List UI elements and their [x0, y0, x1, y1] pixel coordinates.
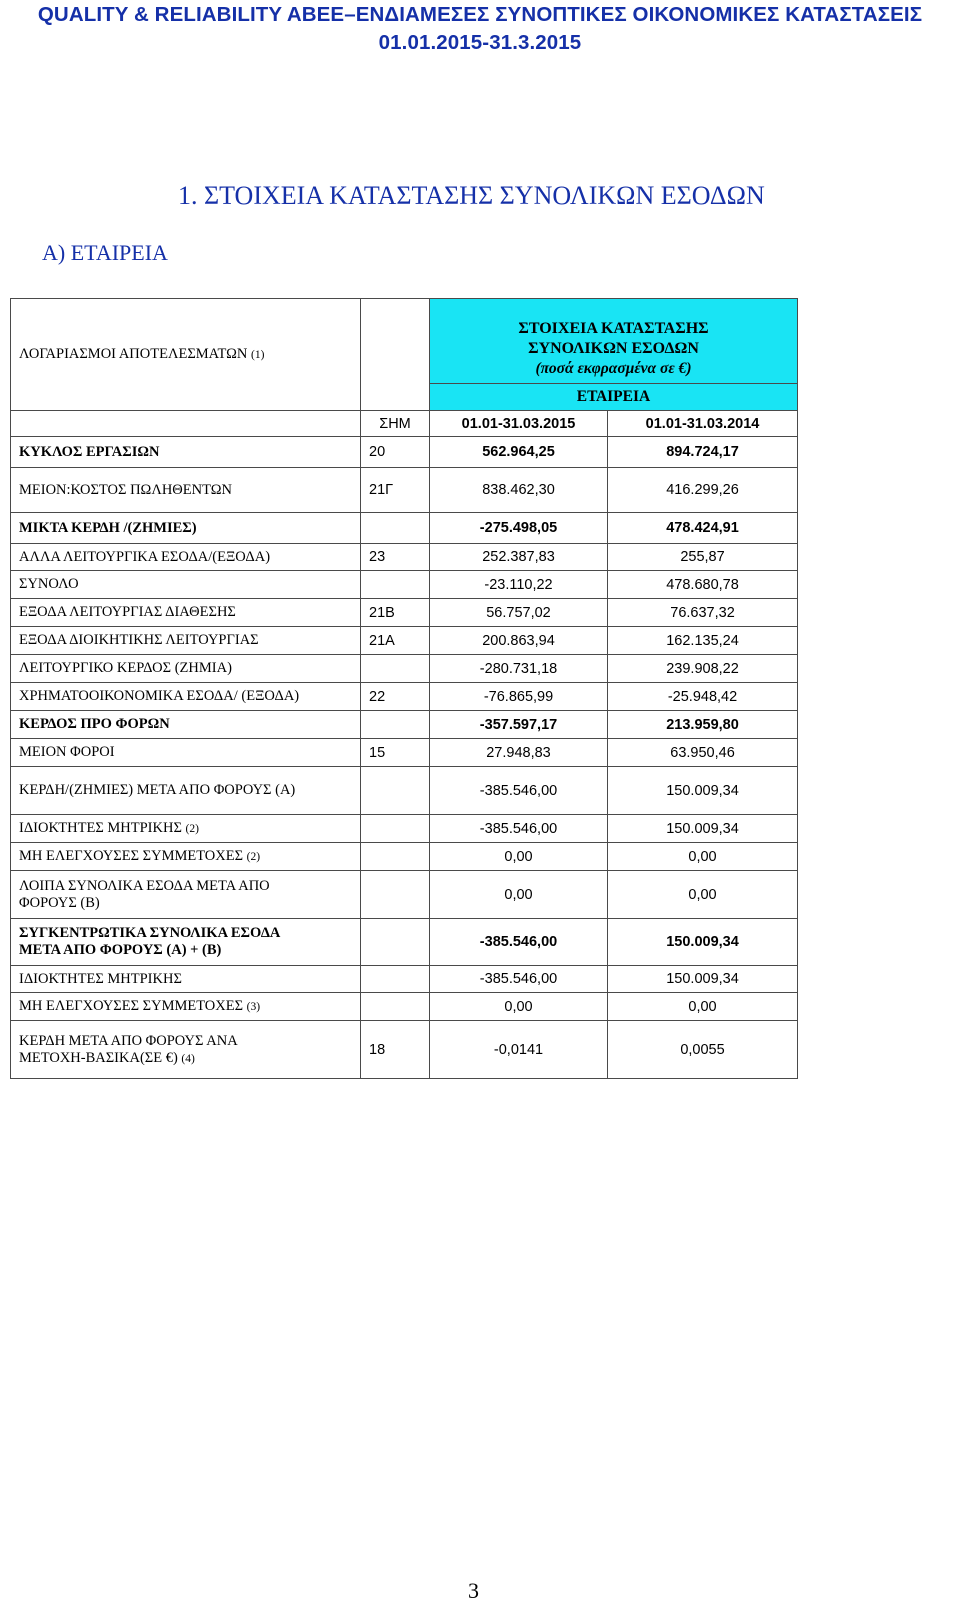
- row-value-2015: -357.597,17: [430, 711, 608, 739]
- row-label-cell: [11, 843, 361, 871]
- table-row: [11, 739, 798, 767]
- row-value-2014: 76.637,32: [608, 599, 798, 627]
- income-statement-table: [10, 298, 798, 1079]
- row-value-2014: 0,00: [608, 993, 798, 1021]
- row-note: 18: [361, 1021, 430, 1079]
- table-row: [11, 993, 798, 1021]
- row-label: ΙΔΙΟΚΤΗΤΕΣ ΜΗΤΡΙΚΗΣ: [11, 966, 361, 993]
- row-value-2015: -0,0141: [430, 1021, 608, 1079]
- row-label-line1: ΚΕΡΔΗ ΜΕΤΑ ΑΠΟ ΦΟΡΟΥΣ ΑΝΑ: [19, 1032, 238, 1049]
- row-note: [361, 993, 430, 1021]
- row-value-2015: 56.757,02: [430, 599, 608, 627]
- row-value-2014: 0,0055: [608, 1021, 798, 1079]
- row-label: ΜΗ ΕΛΕΓΧΟΥΣΕΣ ΣΥΜΜΕΤΟΧΕΣ: [19, 848, 244, 864]
- row-label-cell: [11, 1021, 361, 1079]
- row-label: ΚΕΡΔΟΣ ΠΡΟ ΦΟΡΩΝ: [11, 711, 361, 739]
- table-row: [11, 711, 798, 739]
- row-value-2014: 213.959,80: [608, 711, 798, 739]
- row-note: [361, 655, 430, 683]
- table-row: [11, 468, 798, 513]
- row-note: [361, 815, 430, 843]
- row-value-2014: 150.009,34: [608, 767, 798, 815]
- table-row: [11, 655, 798, 683]
- row-value-2014: 0,00: [608, 843, 798, 871]
- row-note: [361, 513, 430, 544]
- row-label: ΜΙΚΤΑ ΚΕΡΔΗ /(ΖΗΜΙΕΣ): [11, 513, 361, 544]
- table-row: [11, 437, 798, 468]
- row-value-2014: 239.908,22: [608, 655, 798, 683]
- table-row: [11, 843, 798, 871]
- table-row: [11, 683, 798, 711]
- table-row: [11, 571, 798, 599]
- row-label: ΣΥΝΟΛΟ: [11, 571, 361, 599]
- row-value-2014: -25.948,42: [608, 683, 798, 711]
- row-value-2015: -280.731,18: [430, 655, 608, 683]
- accounts-label-cell: [11, 299, 361, 411]
- row-note: 15: [361, 739, 430, 767]
- row-label: ΑΛΛΑ ΛΕΙΤΟΥΡΓΙΚΑ ΕΣΟΔΑ/(ΕΞΟΔΑ): [11, 544, 361, 571]
- row-label-note: (2): [246, 851, 261, 863]
- row-value-2015: -385.546,00: [430, 966, 608, 993]
- row-value-2015: 562.964,25: [430, 437, 608, 468]
- row-note: [361, 919, 430, 966]
- table-row: [11, 599, 798, 627]
- entity-label: ΕΤΑΙΡΕΙΑ: [430, 384, 798, 411]
- row-value-2014: 150.009,34: [608, 966, 798, 993]
- table-row: [11, 1021, 798, 1079]
- row-value-2015: -275.498,05: [430, 513, 608, 544]
- row-note: [361, 843, 430, 871]
- statement-currency-note: (ποσά εκφρασμένα σε €): [535, 360, 692, 377]
- row-value-2014: 478.424,91: [608, 513, 798, 544]
- row-label-note: (3): [246, 1001, 261, 1013]
- row-label-note: (4): [181, 1052, 195, 1065]
- period-row-empty: [11, 411, 361, 437]
- row-value-2015: -76.865,99: [430, 683, 608, 711]
- row-value-2014: 63.950,46: [608, 739, 798, 767]
- row-note: 21Α: [361, 627, 430, 655]
- statement-title-line1: ΣΤΟΙΧΕΙΑ ΚΑΤΑΣΤΑΣΗΣ: [518, 320, 709, 337]
- row-note: 20: [361, 437, 430, 468]
- table-period-row: [11, 411, 798, 437]
- row-note: 23: [361, 544, 430, 571]
- accounts-note: (1): [251, 349, 265, 361]
- row-label-cell: [11, 993, 361, 1021]
- period-current-header: 01.01-31.03.2015: [430, 411, 608, 437]
- row-value-2015: -385.546,00: [430, 919, 608, 966]
- row-value-2015: -385.546,00: [430, 815, 608, 843]
- table-row: [11, 544, 798, 571]
- row-note: [361, 711, 430, 739]
- period-prior-header: 01.01-31.03.2014: [608, 411, 798, 437]
- row-label: ΚΕΡΔΗ/(ΖΗΜΙΕΣ) ΜΕΤΑ ΑΠΟ ΦΟΡΟΥΣ (Α): [11, 767, 361, 815]
- table-row: [11, 513, 798, 544]
- row-value-2014: 150.009,34: [608, 815, 798, 843]
- row-label-line1: ΣΥΓΚΕΝΤΡΩΤΙΚΑ ΣΥΝΟΛΙΚΑ ΕΣΟΔΑ: [19, 925, 281, 941]
- row-label: ΚΥΚΛΟΣ ΕΡΓΑΣΙΩΝ: [11, 437, 361, 468]
- row-label-line1: ΛΟΙΠΑ ΣΥΝΟΛΙΚΑ ΕΣΟΔΑ ΜΕΤΑ ΑΠΟ: [19, 877, 270, 894]
- row-value-2015: 27.948,83: [430, 739, 608, 767]
- table-row: [11, 919, 798, 966]
- row-value-2015: -23.110,22: [430, 571, 608, 599]
- row-value-2014: 478.680,78: [608, 571, 798, 599]
- row-label-cell: [11, 871, 361, 919]
- row-value-2015: 0,00: [430, 993, 608, 1021]
- row-label-cell: [11, 919, 361, 966]
- row-note: [361, 871, 430, 919]
- row-label-line2: ΜΕΤΟΧΗ-ΒΑΣΙΚΑ(ΣΕ €): [19, 1049, 178, 1066]
- row-label: ΜΕΙΟΝ:ΚΟΣΤΟΣ ΠΩΛΗΘΕΝΤΩΝ: [11, 468, 361, 513]
- statement-title-line2: ΣΥΝΟΛΙΚΩΝ ΕΣΟΔΩΝ: [528, 340, 699, 357]
- row-label: ΜΕΙΟΝ ΦΟΡΟΙ: [11, 739, 361, 767]
- table-row: [11, 767, 798, 815]
- row-value-2014: 255,87: [608, 544, 798, 571]
- row-value-2014: 162.135,24: [608, 627, 798, 655]
- statement-title-box: [430, 299, 798, 384]
- section-title: 1. ΣΤΟΙΧΕΙΑ ΚΑΤΑΣΤΑΣΗΣ ΣΥΝΟΛΙΚΩΝ ΕΣΟΔΩΝ: [178, 181, 765, 210]
- row-value-2015: -385.546,00: [430, 767, 608, 815]
- row-note: 21Β: [361, 599, 430, 627]
- row-label-line2: ΜΕΤΑ ΑΠΟ ΦΟΡΟΥΣ (Α) + (Β): [19, 942, 222, 958]
- page-number: 3: [468, 1578, 479, 1603]
- row-value-2015: 0,00: [430, 843, 608, 871]
- row-value-2015: 838.462,30: [430, 468, 608, 513]
- row-value-2015: 200.863,94: [430, 627, 608, 655]
- table-row: [11, 815, 798, 843]
- table-row: [11, 871, 798, 919]
- row-note: 22: [361, 683, 430, 711]
- row-label: ΜΗ ΕΛΕΓΧΟΥΣΕΣ ΣΥΜΜΕΤΟΧΕΣ: [19, 998, 244, 1014]
- row-label: ΛΕΙΤΟΥΡΓΙΚΟ ΚΕΡΔΟΣ (ΖΗΜΙΑ): [11, 655, 361, 683]
- row-value-2014: 894.724,17: [608, 437, 798, 468]
- row-note: [361, 571, 430, 599]
- row-label: ΧΡΗΜΑΤΟΟΙΚΟΝΟΜΙΚΑ ΕΣΟΔΑ/ (ΕΞΟΔΑ): [11, 683, 361, 711]
- accounts-label: ΛΟΓΑΡΙΑΣΜΟΙ ΑΠΟΤΕΛΕΣΜΑΤΩΝ: [19, 346, 248, 362]
- row-note: [361, 767, 430, 815]
- row-note: [361, 966, 430, 993]
- row-label-line2: ΦΟΡΟΥΣ (Β): [19, 894, 100, 911]
- table-header-row: [11, 299, 798, 384]
- document-header-period: 01.01.2015-31.3.2015: [378, 31, 582, 54]
- row-note: 21Γ: [361, 468, 430, 513]
- row-label: ΕΞΟΔΑ ΛΕΙΤΟΥΡΓΙΑΣ ΔΙΑΘΕΣΗΣ: [11, 599, 361, 627]
- row-value-2015: 252.387,83: [430, 544, 608, 571]
- row-value-2014: 0,00: [608, 871, 798, 919]
- row-value-2014: 416.299,26: [608, 468, 798, 513]
- row-value-2015: 0,00: [430, 871, 608, 919]
- subsection-title: Α) ΕΤΑΙΡΕΙΑ: [42, 240, 168, 265]
- row-label-note: (2): [185, 823, 199, 835]
- table-row: [11, 627, 798, 655]
- table-row: [11, 966, 798, 993]
- header-empty-cell: [361, 299, 430, 411]
- document-header-title: QUALITY & RELIABILITY ABEE–ΕΝΔΙΑΜΕΣΕΣ ΣΥΝΟΠΤΙΚΕΣ ΟΙΚΟΝΟΜΙΚΕΣ ΚΑΤΑΣΤΑΣΕΙΣ: [37, 3, 923, 26]
- row-label-cell: [11, 815, 361, 843]
- row-label: ΕΞΟΔΑ ΔΙΟΙΚΗΤΙΚΗΣ ΛΕΙΤΟΥΡΓΙΑΣ: [11, 627, 361, 655]
- note-column-header: ΣΗΜ: [361, 411, 430, 437]
- row-value-2014: 150.009,34: [608, 919, 798, 966]
- row-label: ΙΔΙΟΚΤΗΤΕΣ ΜΗΤΡΙΚΗΣ: [19, 820, 182, 836]
